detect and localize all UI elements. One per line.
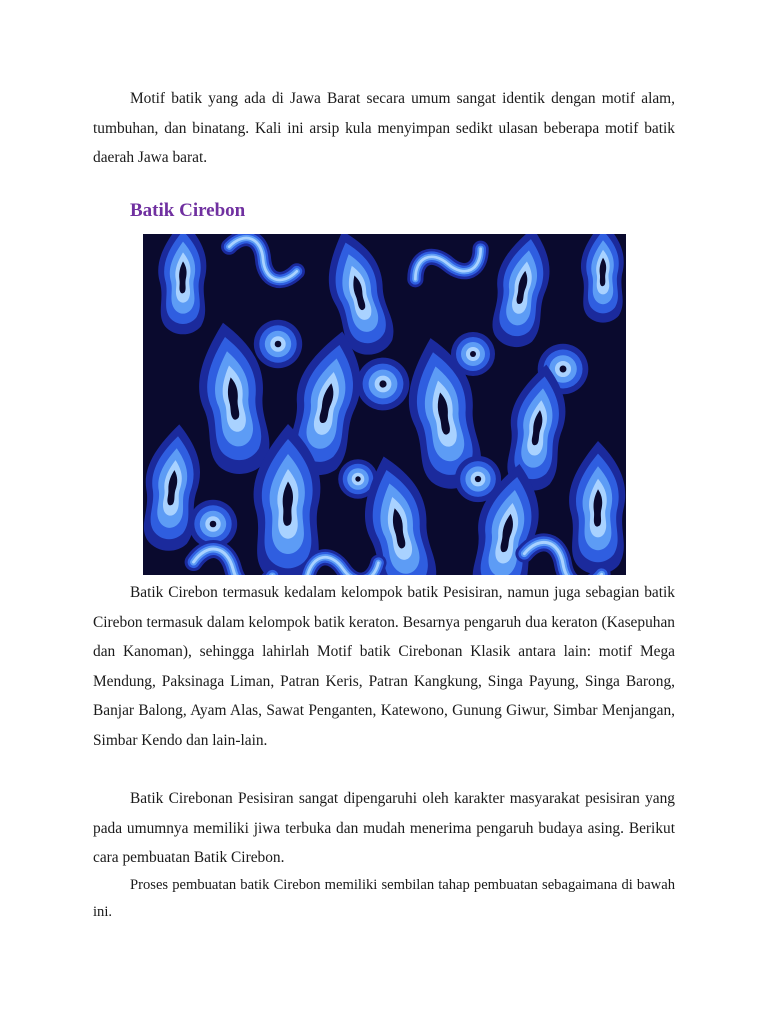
process-paragraph: Proses pembuatan batik Cirebon memiliki sembilan tahap pembuatan sebagaimana di bawah ini. [93,877,675,920]
batik-pesisiran-paragraph: Batik Cirebonan Pesisiran sangat dipengaruhi oleh karakter masyarakat pesisiran yang pada umumnya memiliki jiwa terbuka dan mudah menerima pengaruh budaya asing. Berikut cara pembuatan Batik Cirebon. [93,790,675,866]
batik-mega-mendung-image [143,234,626,575]
batik-cirebon-paragraph: Batik Cirebon termasuk kedalam kelompok batik Pesisiran, namun juga sebagian batik Cirebon termasuk dalam kelompok batik keraton. Besarnya pengaruh dua keraton (Kasepuhan dan Kanoman), sehingga lahirlah Motif batik Cirebonan Klasik antara lain: motif Mega Mendung, Paksinaga Liman, Patran Keris, Patran Kangkung, Singa Payung, Singa Barong, Banjar Balong, Ayam Alas, Sawat Penganten, Katewono, Gunung Giwur, Simbar Menjangan, Simbar Kendo dan lain-lain. [93,584,675,749]
intro-paragraph: Motif batik yang ada di Jawa Barat secara umum sangat identik dengan motif alam, tumbuhan, dan binatang. Kali ini arsip kula menyimpan sedikt ulasan beberapa motif batik daerah Jawa barat. [93,90,675,166]
section-heading: Batik Cirebon [130,200,246,221]
